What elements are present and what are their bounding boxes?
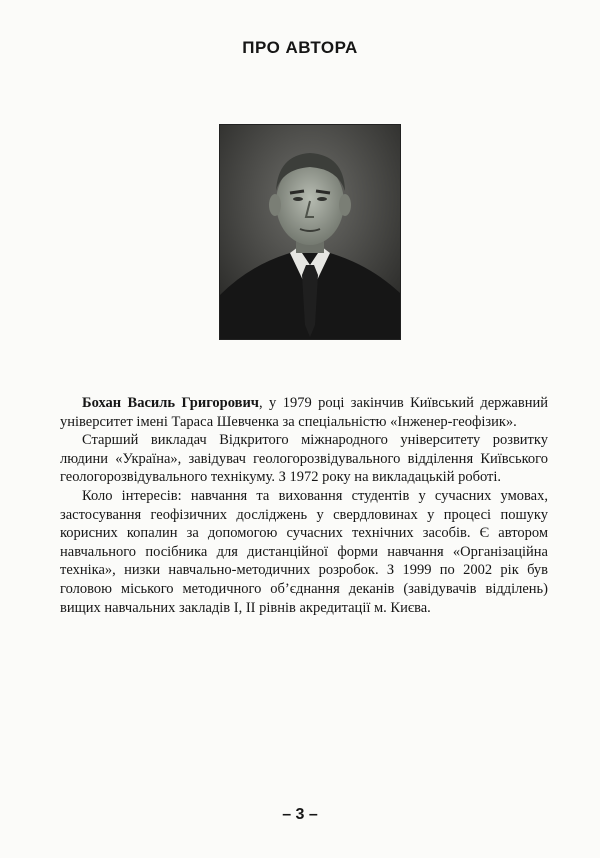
page-number: – 3 – (282, 806, 318, 823)
page-title: ПРО АВТОРА (242, 38, 358, 57)
author-biography (60, 394, 548, 617)
bio-paragraph-3: Коло інтересів: навчання та виховання студентів у сучасних умовах, застосування геофізичних досліджень у свердловинах у процесі пошуку корисних копалин за допомогою сучасних технічних засобів. Є автором навчального посібника для дистанційної форми навчання «Організаційна техніка», низки навчально-методичних розробок. З 1999 по 2002 рік був головою міського методичного об’єднання деканів (завідувачів відділень) вищих навчальних закладів I, II рівнів акредитації м. Києва. (60, 487, 548, 616)
author-name: Бохан Василь Григорович (82, 395, 259, 411)
bio-paragraph-1 (60, 394, 548, 431)
author-photo (219, 124, 401, 340)
bio-paragraph-2: Старший викладач Відкритого міжнародного університету розвитку людини «Україна», завідувач геологорозвідувального відділення Київського геологорозвідувального технікуму. З 1972 року на викладацькій роботі. (60, 432, 548, 486)
author-portrait-icon (220, 125, 400, 339)
bio-paragraph-1-text: , у 1979 році закінчив Київський державний університет імені Тараса Шевченка за спеціальністю «Інженер-геофізик». (60, 395, 548, 430)
